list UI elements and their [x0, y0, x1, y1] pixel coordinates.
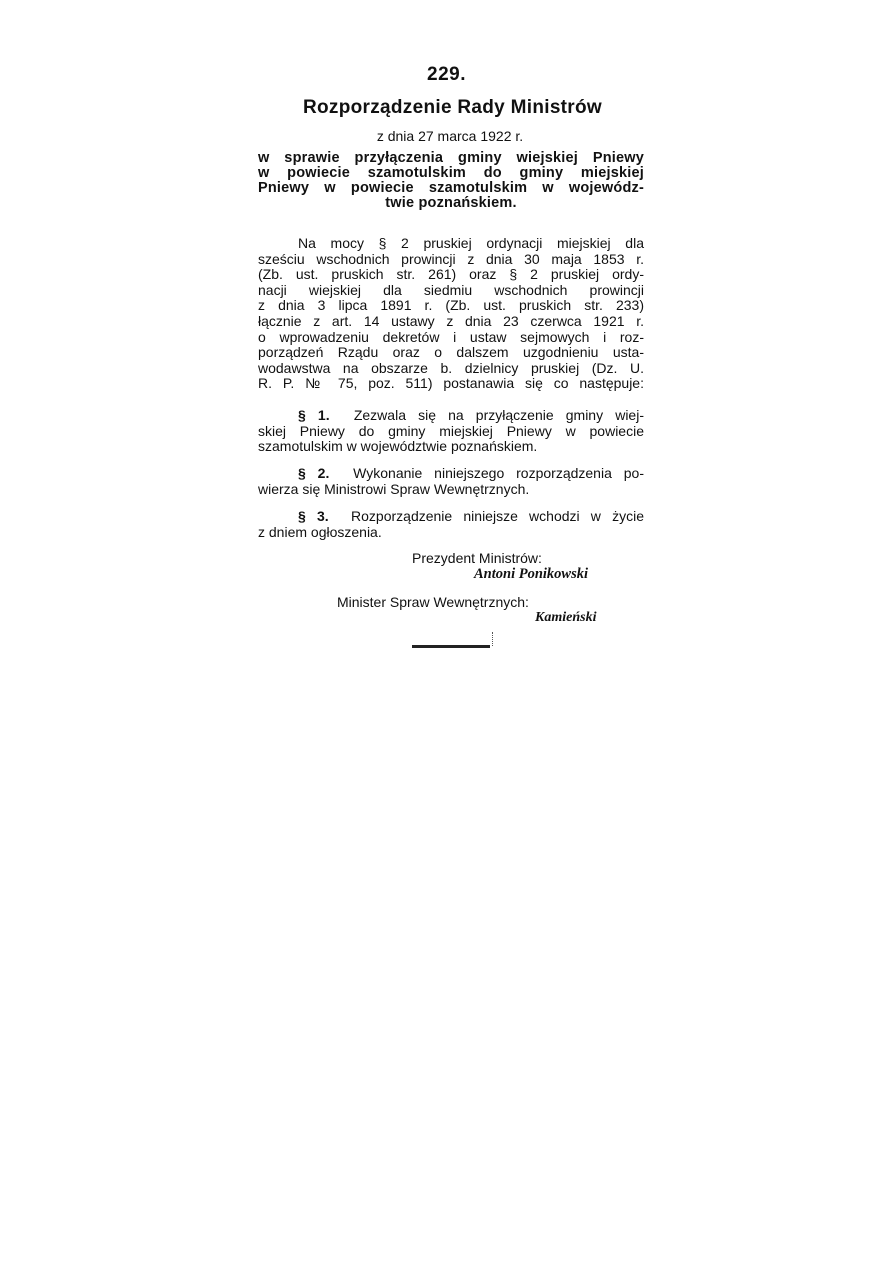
subject-line: twie poznańskiem.: [385, 195, 517, 211]
preamble-line: o wprowadzeniu dekretów i ustaw sejmowych i roz-: [258, 328, 644, 345]
preamble-line: wodawstwa na obszarze b. dzielnicy pruskiej (Dz. U.: [258, 359, 644, 376]
signature-name: Kamieński: [535, 610, 597, 625]
preamble-line: (Zb. ust. pruskich str. 261) oraz § 2 pruskiej ordy-: [258, 266, 644, 283]
section-2: [258, 466, 644, 497]
preamble-line: R. P. № 75, poz. 511) postanawia się co następuje:: [258, 375, 644, 392]
closing-rule: [412, 645, 490, 648]
signature-title: Minister Spraw Wewnętrznych:: [337, 594, 529, 610]
section-label: § 1.: [298, 407, 330, 423]
section-3: [258, 509, 644, 540]
section-line: z dniem ogłoszenia.: [258, 523, 382, 540]
section-first-line: [258, 466, 644, 482]
section-1: [258, 408, 644, 455]
section-first-line: [258, 509, 644, 525]
document-subject: [258, 151, 644, 211]
closing-rule-mark: [492, 632, 494, 646]
document-title: Rozporządzenie Rady Ministrów: [302, 97, 602, 118]
preamble-line: sześciu wschodnich prowincji z dnia 30 maja 1853 r.: [258, 250, 644, 267]
preamble-line: Na mocy § 2 pruskiej ordynacji miejskiej dla: [298, 235, 644, 251]
section-label: § 3.: [298, 508, 329, 524]
preamble-line: nacji wiejskiej dla siedmiu wschodnich prowincji: [258, 281, 644, 298]
subject-line: Pniewy w powiecie szamotulskim w wojewódz-: [258, 180, 644, 196]
section-text: Zezwala się na przyłączenie gminy wiej-: [353, 407, 644, 423]
preamble-line: łącznie z art. 14 ustawy z dnia 23 czerwca 1921 r.: [258, 312, 644, 329]
preamble: [258, 236, 644, 392]
section-line: szamotulskim w województwie poznańskiem.: [258, 438, 538, 455]
subject-line: w sprawie przyłączenia gminy wiejskiej Pniewy: [258, 150, 644, 166]
signature-title: Prezydent Ministrów:: [412, 550, 542, 566]
act-number: 229.: [427, 64, 466, 85]
preamble-line: z dnia 3 lipca 1891 r. (Zb. ust. pruskich str. 233): [258, 297, 644, 314]
document-date: z dnia 27 marca 1922 r.: [376, 128, 524, 144]
section-line: skiej Pniewy do gminy miejskiej Pniewy w powiecie: [258, 422, 644, 439]
signature-name: Antoni Ponikowski: [474, 566, 589, 582]
subject-line: w powiecie szamotulskim do gminy miejskiej: [258, 165, 644, 181]
preamble-line: porządzeń Rządu oraz o dalszem uzgodnieniu usta-: [258, 344, 644, 361]
section-text: Rozporządzenie niniejsze wchodzi w życie: [351, 508, 645, 524]
section-first-line: [258, 408, 644, 424]
section-line: wierza się Ministrowi Spraw Wewnętrznych.: [258, 480, 530, 497]
section-text: Wykonanie niniejszego rozporządzenia po-: [353, 465, 644, 481]
section-label: § 2.: [298, 465, 330, 481]
